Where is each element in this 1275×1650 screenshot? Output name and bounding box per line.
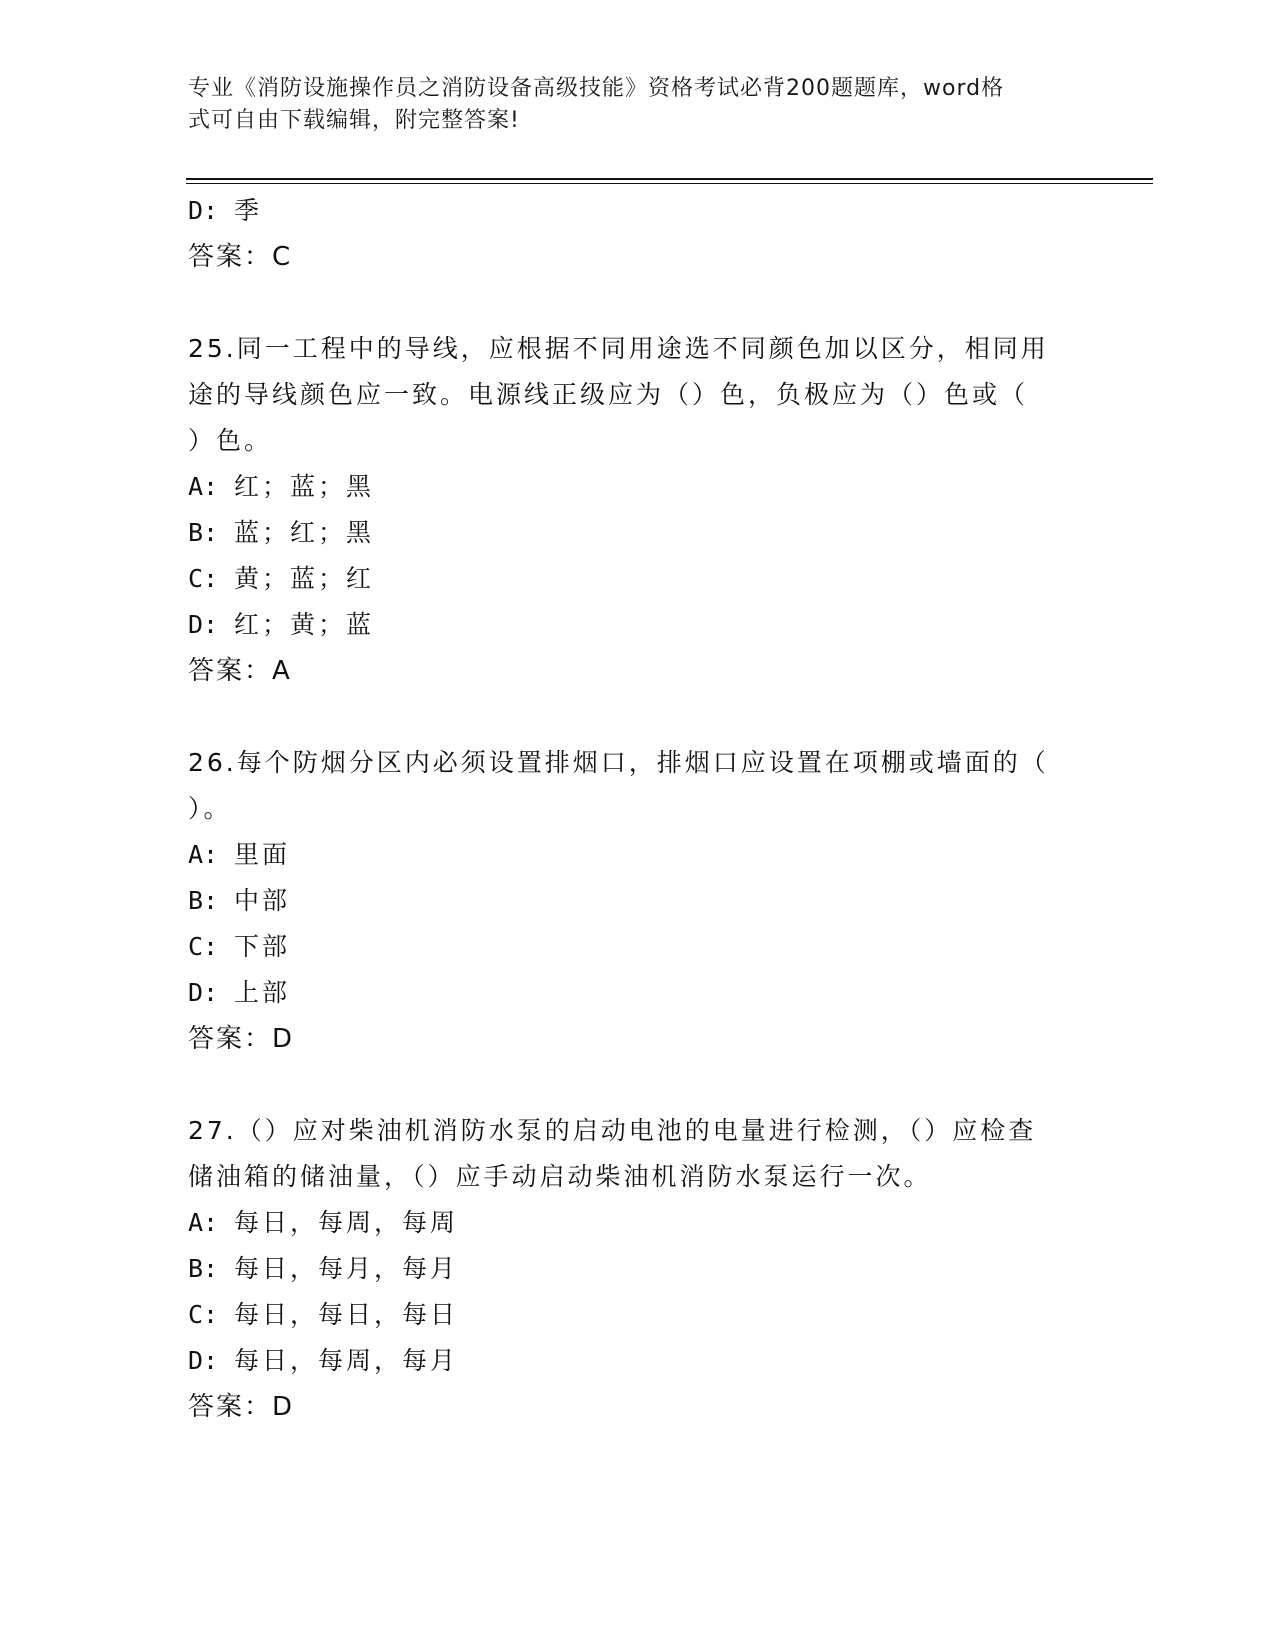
option-b bbox=[188, 510, 1088, 556]
option-a bbox=[188, 464, 1088, 510]
option-c bbox=[188, 556, 1088, 602]
option-key: D: bbox=[188, 196, 219, 225]
option-key: B: bbox=[188, 518, 219, 547]
option-a bbox=[188, 1200, 1088, 1246]
question-text-line: ）。 bbox=[188, 794, 232, 823]
header-divider-thick bbox=[186, 178, 1153, 180]
option-key: B: bbox=[188, 886, 219, 915]
option-text: 中部 bbox=[234, 886, 291, 915]
question-26 bbox=[188, 740, 1088, 1062]
document-header bbox=[188, 73, 1068, 137]
option-key: A: bbox=[188, 472, 219, 501]
question-text-line: 25.同一工程中的导线，应根据不同用途选不同颜色加以区分，相同用 bbox=[188, 334, 1049, 363]
option-text: 红；黄；蓝 bbox=[234, 610, 375, 639]
question-text-line: 储油箱的储油量，（）应手动启动柴油机消防水泵运行一次。 bbox=[188, 1162, 932, 1191]
option-text: 每日，每周，每周 bbox=[234, 1208, 459, 1237]
option-text: 里面 bbox=[234, 840, 291, 869]
header-divider-thin bbox=[186, 183, 1153, 184]
question-text-line: ）色。 bbox=[188, 426, 273, 455]
header-line-1: 专业《消防设施操作员之消防设备高级技能》资格考试必背200题题库，word格 bbox=[188, 76, 1005, 101]
option-text: 每日，每日，每日 bbox=[234, 1300, 459, 1329]
option-key: B: bbox=[188, 1254, 219, 1283]
option-c bbox=[188, 1292, 1088, 1338]
header-line-2: 式可自由下载编辑，附完整答案! bbox=[188, 108, 520, 133]
option-c bbox=[188, 924, 1088, 970]
option-key: A: bbox=[188, 1208, 219, 1237]
option-d bbox=[188, 188, 1088, 234]
option-key: C: bbox=[188, 932, 219, 961]
option-a bbox=[188, 832, 1088, 878]
option-key: D: bbox=[188, 1346, 219, 1375]
option-d bbox=[188, 1338, 1088, 1384]
question-text-line: 26.每个防烟分区内必须设置排烟口，排烟口应设置在项棚或墙面的（ bbox=[188, 748, 1049, 777]
answer-line: 答案：C bbox=[188, 242, 293, 272]
option-key: A: bbox=[188, 840, 219, 869]
answer-line: 答案：A bbox=[188, 656, 292, 686]
option-b bbox=[188, 1246, 1088, 1292]
question-25 bbox=[188, 326, 1088, 694]
option-text: 蓝；红；黑 bbox=[234, 518, 375, 547]
question-27 bbox=[188, 1108, 1088, 1430]
option-text: 黄；蓝；红 bbox=[234, 564, 375, 593]
option-key: C: bbox=[188, 564, 219, 593]
option-text: 上部 bbox=[234, 978, 291, 1007]
answer-line: 答案：D bbox=[188, 1024, 295, 1054]
option-d bbox=[188, 970, 1088, 1016]
option-d bbox=[188, 602, 1088, 648]
option-key: D: bbox=[188, 978, 219, 1007]
option-key: C: bbox=[188, 1300, 219, 1329]
question-text-line: 途的导线颜色应一致。电源线正级应为（）色，负极应为（）色或（ bbox=[188, 380, 1029, 409]
question-text-line: 27.（）应对柴油机消防水泵的启动电池的电量进行检测，（）应检查 bbox=[188, 1116, 1037, 1145]
option-text: 每日，每月，每月 bbox=[234, 1254, 459, 1283]
option-b bbox=[188, 878, 1088, 924]
answer-line: 答案：D bbox=[188, 1392, 295, 1422]
option-text: 每日，每周，每月 bbox=[234, 1346, 459, 1375]
document-body bbox=[188, 188, 1088, 1430]
option-text: 下部 bbox=[234, 932, 291, 961]
option-text: 季 bbox=[234, 196, 263, 225]
option-text: 红；蓝；黑 bbox=[234, 472, 375, 501]
option-key: D: bbox=[188, 610, 219, 639]
